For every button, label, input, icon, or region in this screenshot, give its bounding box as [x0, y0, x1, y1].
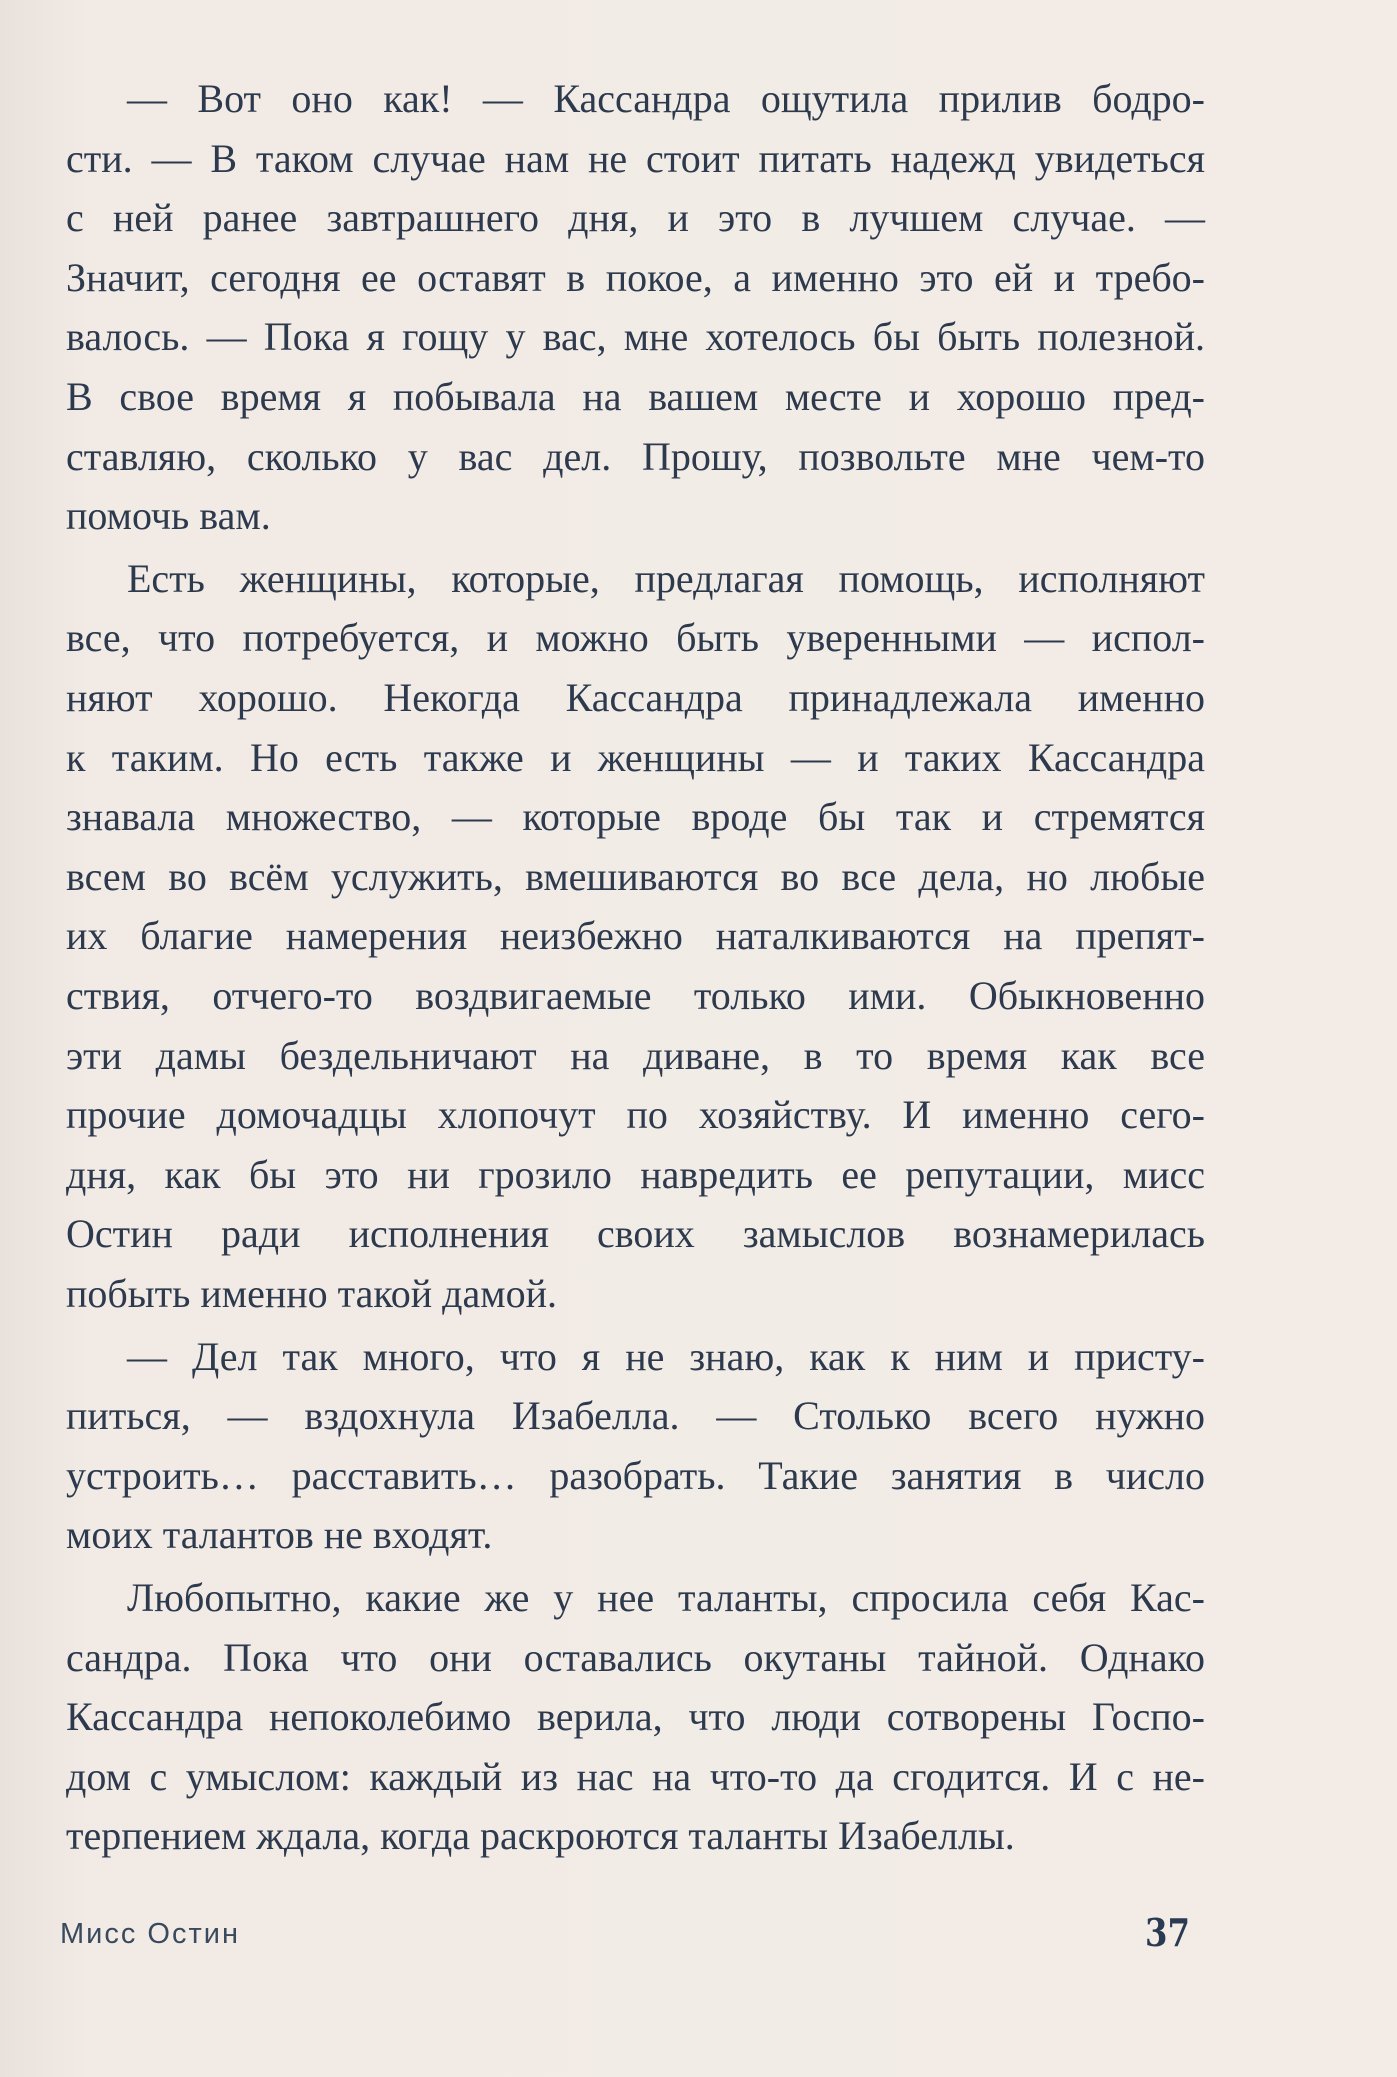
text-line: устроить… расставить… разобрать. Такие занятия в число	[66, 1452, 1205, 1498]
text-line: сандра. Пока что они оставались окутаны тайной. Однако	[66, 1634, 1205, 1680]
text-line: Любопытно, какие же у нее таланты, спросила себя Кас-	[127, 1575, 1205, 1620]
text-line: их благие намерения неизбежно наталкиваются на препят-	[66, 913, 1205, 959]
text-line: помочь вам.	[66, 493, 271, 539]
text-line: валось. — Пока я гощу у вас, мне хотелось бы быть полезной.	[66, 314, 1205, 360]
text-line: сти. — В таком случае нам не стоит питать надежд увидеться	[66, 135, 1205, 181]
text-line: прочие домочадцы хлопочут по хозяйству. И именно сего-	[66, 1092, 1205, 1138]
text-line: Остин ради исполнения своих замыслов вознамерилась	[66, 1211, 1205, 1257]
page-number: 37	[1145, 1910, 1190, 1955]
text-line: В свое время я побывала на вашем месте и хорошо пред-	[66, 374, 1205, 419]
text-line: питься, — вздохнула Изабелла. — Столько всего нужно	[66, 1393, 1205, 1439]
text-line: побыть именно такой дамой.	[66, 1271, 557, 1316]
text-line: дом с умыслом: каждый из нас на что-то да сгодится. И с не-	[66, 1753, 1205, 1799]
text-line: Значит, сегодня ее оставят в покое, а именно это ей и требо-	[66, 254, 1205, 300]
text-line: няют хорошо. Некогда Кассандра принадлежала именно	[66, 675, 1205, 720]
text-line: моих талантов не входят.	[66, 1512, 493, 1558]
text-line: — Дел так много, что я не знаю, как к ним и присту-	[127, 1333, 1205, 1379]
running-title: Мисс Остин	[60, 1918, 240, 1950]
text-line: Кассандра непоколебимо верила, что люди сотворены Госпо-	[66, 1694, 1205, 1740]
text-line: — Вот оно как! — Кассандра ощутила прилив бодро-	[127, 76, 1205, 121]
text-line: Есть женщины, которые, предлагая помощь, исполняют	[127, 555, 1205, 601]
text-line: знавала множество, — которые вроде бы так и стремятся	[66, 794, 1205, 840]
text-line: дня, как бы это ни грозило навредить ее репутации, мисс	[66, 1151, 1205, 1197]
text-line: ствия, отчего-то воздвигаемые только ими. Обыкновенно	[66, 973, 1205, 1018]
text-line: к таким. Но есть также и женщины — и таких Кассандра	[66, 734, 1205, 780]
text-line: ставляю, сколько у вас дел. Прошу, позвольте мне чем-то	[66, 433, 1205, 479]
text-line: эти дамы бездельничают на диване, в то время как все	[66, 1032, 1205, 1078]
text-line: с ней ранее завтрашнего дня, и это в лучшем случае. —	[66, 195, 1205, 241]
text-line: все, что потребуется, и можно быть уверенными — испол-	[66, 615, 1205, 661]
text-line: терпением ждала, когда раскроются таланты Изабеллы.	[66, 1813, 1015, 1859]
text-line: всем во всём услужить, вмешиваются во все дела, но любые	[66, 853, 1205, 899]
